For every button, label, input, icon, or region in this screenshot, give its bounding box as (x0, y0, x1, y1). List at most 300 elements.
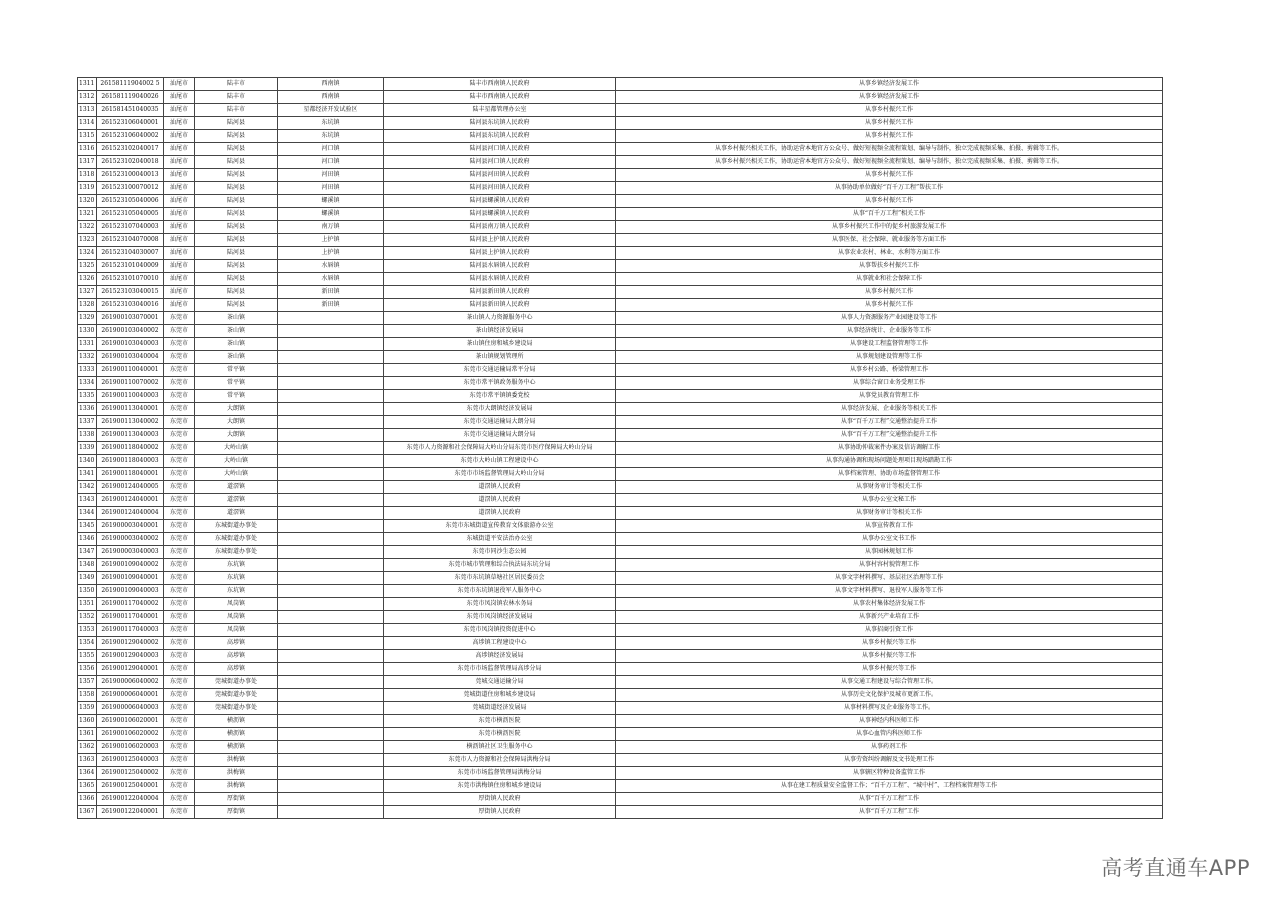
row-number-cell: 1341 (78, 468, 97, 481)
employer-cell: 高埗镇经济发展局 (384, 650, 616, 663)
county-cell: 陆河县 (195, 143, 278, 156)
table-row (78, 260, 1163, 273)
job-description-cell: 从事药剂工作 (616, 741, 1163, 754)
employer-cell: 莞城街道住房和城乡建设局 (384, 689, 616, 702)
job-description-cell: 从事农业农村、林业、水利等方面工作 (616, 247, 1163, 260)
table-row (78, 416, 1163, 429)
row-number-cell: 1358 (78, 689, 97, 702)
position-code-cell: 261900125040003 (97, 754, 164, 767)
job-description-cell: 从事乡村振兴工作 (616, 117, 1163, 130)
position-code-cell: 261523104030007 (97, 247, 164, 260)
row-number-cell: 1332 (78, 351, 97, 364)
employer-cell: 陆丰市西南镇人民政府 (384, 91, 616, 104)
county-cell: 高埗镇 (195, 663, 278, 676)
position-code-cell: 261523106040001 (97, 117, 164, 130)
city-cell: 汕尾市 (164, 156, 195, 169)
row-number-cell: 1330 (78, 325, 97, 338)
row-number-cell: 1312 (78, 91, 97, 104)
city-cell: 东莞市 (164, 793, 195, 806)
city-cell: 东莞市 (164, 663, 195, 676)
job-description-cell: 从事财务审计等相关工作 (616, 507, 1163, 520)
employer-cell: 陆河县水唇镇人民政府 (384, 273, 616, 286)
city-cell: 东莞市 (164, 377, 195, 390)
employer-cell: 横沥镇社区卫生服务中心 (384, 741, 616, 754)
job-description-cell: 从事材料撰写及企业服务等工作。 (616, 702, 1163, 715)
row-number-cell: 1366 (78, 793, 97, 806)
city-cell: 东莞市 (164, 650, 195, 663)
row-number-cell: 1313 (78, 104, 97, 117)
table-row (78, 208, 1163, 221)
town-cell (278, 637, 384, 650)
position-code-cell: 261900124040005 (97, 481, 164, 494)
row-number-cell: 1320 (78, 195, 97, 208)
county-cell: 陆河县 (195, 195, 278, 208)
position-code-cell: 261900103040002 (97, 325, 164, 338)
position-code-cell: 261523101070010 (97, 273, 164, 286)
job-description-cell: 从事就业和社会保障工作 (616, 273, 1163, 286)
county-cell: 陆丰市 (195, 104, 278, 117)
town-cell (278, 715, 384, 728)
county-cell: 高埗镇 (195, 650, 278, 663)
town-cell: 西南镇 (278, 91, 384, 104)
town-cell: 东坑镇 (278, 117, 384, 130)
employer-cell: 陆河县东坑镇人民政府 (384, 130, 616, 143)
county-cell: 陆河县 (195, 130, 278, 143)
city-cell: 东莞市 (164, 715, 195, 728)
job-description-cell: 从事“百千万工程”工作 (616, 806, 1163, 819)
table-row (78, 130, 1163, 143)
job-description-cell: 从事办公室文书工作 (616, 533, 1163, 546)
county-cell: 东城街道办事处 (195, 546, 278, 559)
position-code-cell: 261900117040001 (97, 611, 164, 624)
table-row (78, 507, 1163, 520)
position-code-cell: 261523100040013 (97, 169, 164, 182)
table-row (78, 468, 1163, 481)
town-cell (278, 585, 384, 598)
employer-cell: 茶山镇人力资源服务中心 (384, 312, 616, 325)
town-cell: 上护镇 (278, 234, 384, 247)
position-code-cell: 26158111904002 5 (97, 78, 164, 91)
employer-cell: 东莞市凤岗镇投资促进中心 (384, 624, 616, 637)
city-cell: 东莞市 (164, 637, 195, 650)
job-description-cell: 从事“百千万工程”交通整治提升工作 (616, 416, 1163, 429)
county-cell: 横沥镇 (195, 741, 278, 754)
job-description-cell: 从事“百千万工程”工作 (616, 793, 1163, 806)
table-row (78, 559, 1163, 572)
town-cell (278, 806, 384, 819)
table-row (78, 221, 1163, 234)
county-cell: 凤岗镇 (195, 598, 278, 611)
employer-cell: 陆河县螺溪镇人民政府 (384, 208, 616, 221)
employer-cell: 东莞市市场监督管理局洪梅分局 (384, 767, 616, 780)
county-cell: 东坑镇 (195, 559, 278, 572)
employer-cell: 陆丰星都管理办公室 (384, 104, 616, 117)
row-number-cell: 1322 (78, 221, 97, 234)
table-row (78, 728, 1163, 741)
county-cell: 横沥镇 (195, 728, 278, 741)
city-cell: 汕尾市 (164, 273, 195, 286)
row-number-cell: 1354 (78, 637, 97, 650)
county-cell: 茶山镇 (195, 338, 278, 351)
row-number-cell: 1365 (78, 780, 97, 793)
town-cell: 螺溪镇 (278, 195, 384, 208)
row-number-cell: 1329 (78, 312, 97, 325)
job-description-cell: 从事乡村振兴工作 (616, 286, 1163, 299)
town-cell (278, 325, 384, 338)
town-cell (278, 416, 384, 429)
county-cell: 大朗镇 (195, 429, 278, 442)
row-number-cell: 1353 (78, 624, 97, 637)
position-code-cell: 261523105040005 (97, 208, 164, 221)
position-code-cell: 261900103040003 (97, 338, 164, 351)
table-row (78, 715, 1163, 728)
table-row (78, 234, 1163, 247)
town-cell (278, 533, 384, 546)
position-code-cell: 261581119040026 (97, 91, 164, 104)
city-cell: 东莞市 (164, 806, 195, 819)
table-row (78, 676, 1163, 689)
table-row (78, 585, 1163, 598)
city-cell: 东莞市 (164, 351, 195, 364)
job-description-cell: 从事乡村振兴等工作 (616, 663, 1163, 676)
position-code-cell: 261900110040001 (97, 364, 164, 377)
position-code-cell: 261900003040002 (97, 533, 164, 546)
position-code-cell: 261900103070001 (97, 312, 164, 325)
table-row (78, 91, 1163, 104)
city-cell: 汕尾市 (164, 260, 195, 273)
table-row (78, 650, 1163, 663)
city-cell: 汕尾市 (164, 208, 195, 221)
job-description-cell: 从事乡村振兴工作 (616, 104, 1163, 117)
position-code-cell: 261900003040003 (97, 546, 164, 559)
county-cell: 陆丰市 (195, 78, 278, 91)
position-code-cell: 261900124040001 (97, 494, 164, 507)
position-code-cell: 261900122040001 (97, 806, 164, 819)
position-code-cell: 261900106020002 (97, 728, 164, 741)
job-description-cell: 从事在建工程质量安全监督工作；“百千万工程”、“城中村”、工程档案管理等工作 (616, 780, 1163, 793)
town-cell (278, 364, 384, 377)
position-code-cell: 261900103040004 (97, 351, 164, 364)
row-number-cell: 1362 (78, 741, 97, 754)
city-cell: 汕尾市 (164, 104, 195, 117)
county-cell: 道滘镇 (195, 481, 278, 494)
city-cell: 东莞市 (164, 403, 195, 416)
position-code-cell: 261900118040002 (97, 442, 164, 455)
table-row (78, 455, 1163, 468)
position-code-cell: 261900006040003 (97, 702, 164, 715)
town-cell: 新田镇 (278, 286, 384, 299)
table-body (78, 78, 1163, 819)
row-number-cell: 1346 (78, 533, 97, 546)
position-code-cell: 261900129040003 (97, 650, 164, 663)
position-code-cell: 261900110040003 (97, 390, 164, 403)
row-number-cell: 1348 (78, 559, 97, 572)
job-description-cell: 从事综合窗口业务受理工作 (616, 377, 1163, 390)
position-code-cell: 261523105040006 (97, 195, 164, 208)
job-description-cell: 从事“百千万工程”交通整治提升工作 (616, 429, 1163, 442)
row-number-cell: 1327 (78, 286, 97, 299)
employer-cell: 茶山镇规划管理所 (384, 351, 616, 364)
city-cell: 东莞市 (164, 312, 195, 325)
row-number-cell: 1367 (78, 806, 97, 819)
employer-cell: 东莞市人力资源和社会保障局大岭山分局东莞市医疗保障局大岭山分局 (384, 442, 616, 455)
job-description-cell: 从事宣传教育工作 (616, 520, 1163, 533)
position-code-cell: 261900117040002 (97, 598, 164, 611)
row-number-cell: 1315 (78, 130, 97, 143)
job-description-cell: 从事乡镇经济发展工作 (616, 91, 1163, 104)
county-cell: 东城街道办事处 (195, 533, 278, 546)
job-description-cell: 从事交通工程建设与综合管理工作。 (616, 676, 1163, 689)
county-cell: 陆河县 (195, 286, 278, 299)
job-description-cell: 从事乡镇经济发展工作 (616, 78, 1163, 91)
town-cell (278, 429, 384, 442)
town-cell (278, 403, 384, 416)
table-row (78, 338, 1163, 351)
county-cell: 洪梅镇 (195, 767, 278, 780)
county-cell: 莞城街道办事处 (195, 689, 278, 702)
city-cell: 东莞市 (164, 546, 195, 559)
county-cell: 东坑镇 (195, 585, 278, 598)
table-row (78, 780, 1163, 793)
town-cell: 河田镇 (278, 169, 384, 182)
employer-cell: 陆河县新田镇人民政府 (384, 299, 616, 312)
employer-cell: 高埗镇工程建设中心 (384, 637, 616, 650)
employer-cell: 东莞市东坑镇草塘社区居民委员会 (384, 572, 616, 585)
city-cell: 汕尾市 (164, 221, 195, 234)
town-cell: 南万镇 (278, 221, 384, 234)
town-cell: 东坑镇 (278, 130, 384, 143)
employer-cell: 陆河县河口镇人民政府 (384, 156, 616, 169)
job-description-cell: 从事财务审计等相关工作 (616, 481, 1163, 494)
employer-cell: 东莞市东坑镇退役军人服务中心 (384, 585, 616, 598)
position-code-cell: 261900006040001 (97, 689, 164, 702)
job-description-cell: 从事帮扶乡村振兴工作 (616, 260, 1163, 273)
position-code-cell: 261900106020001 (97, 715, 164, 728)
job-description-cell: 从事农村集体经济发展工作 (616, 598, 1163, 611)
job-description-cell: 从事心血管内科医师工作 (616, 728, 1163, 741)
position-code-cell: 261523104070008 (97, 234, 164, 247)
job-description-cell: 从事人力资源服务产业园建设等工作 (616, 312, 1163, 325)
county-cell: 陆河县 (195, 247, 278, 260)
county-cell: 陆河县 (195, 117, 278, 130)
table-row (78, 741, 1163, 754)
table-row (78, 104, 1163, 117)
city-cell: 汕尾市 (164, 169, 195, 182)
row-number-cell: 1334 (78, 377, 97, 390)
job-description-cell: 从事建设工程监督管理等工作 (616, 338, 1163, 351)
city-cell: 东莞市 (164, 741, 195, 754)
city-cell: 东莞市 (164, 533, 195, 546)
job-description-cell: 从事乡村振兴等工作 (616, 637, 1163, 650)
county-cell: 东城街道办事处 (195, 520, 278, 533)
job-description-cell: 从事协助仲裁案件办案及信访调解工作 (616, 442, 1163, 455)
row-number-cell: 1364 (78, 767, 97, 780)
city-cell: 东莞市 (164, 507, 195, 520)
row-number-cell: 1338 (78, 429, 97, 442)
city-cell: 东莞市 (164, 520, 195, 533)
job-description-cell: 从事医保、社会保障、就业服务等方面工作 (616, 234, 1163, 247)
table-row (78, 377, 1163, 390)
table-row (78, 598, 1163, 611)
county-cell: 凤岗镇 (195, 624, 278, 637)
town-cell (278, 390, 384, 403)
table-row (78, 546, 1163, 559)
county-cell: 陆河县 (195, 260, 278, 273)
employer-cell: 陆河县新田镇人民政府 (384, 286, 616, 299)
table-row (78, 78, 1163, 91)
town-cell: 河田镇 (278, 182, 384, 195)
city-cell: 东莞市 (164, 455, 195, 468)
job-description-cell: 从事乡村公路、桥梁管理工作 (616, 364, 1163, 377)
table-row (78, 442, 1163, 455)
county-cell: 茶山镇 (195, 325, 278, 338)
position-code-cell: 261900124040004 (97, 507, 164, 520)
position-code-cell: 261900122040004 (97, 793, 164, 806)
position-code-cell: 261900129040002 (97, 637, 164, 650)
employer-cell: 陆河县河田镇人民政府 (384, 169, 616, 182)
table-row (78, 286, 1163, 299)
town-cell: 水唇镇 (278, 260, 384, 273)
table-row (78, 169, 1163, 182)
county-cell: 陆河县 (195, 221, 278, 234)
town-cell (278, 507, 384, 520)
city-cell: 汕尾市 (164, 299, 195, 312)
table-row (78, 403, 1163, 416)
employer-cell: 东莞市同沙生态公园 (384, 546, 616, 559)
table-row (78, 611, 1163, 624)
county-cell: 常平镇 (195, 390, 278, 403)
city-cell: 汕尾市 (164, 78, 195, 91)
county-cell: 常平镇 (195, 364, 278, 377)
town-cell: 河口镇 (278, 143, 384, 156)
city-cell: 东莞市 (164, 325, 195, 338)
city-cell: 东莞市 (164, 585, 195, 598)
employer-cell: 东莞市交通运输局大朗分局 (384, 416, 616, 429)
town-cell (278, 559, 384, 572)
employer-cell: 茶山镇住房和城乡建设局 (384, 338, 616, 351)
position-code-cell: 261900125040001 (97, 780, 164, 793)
row-number-cell: 1345 (78, 520, 97, 533)
position-code-cell: 261523102040017 (97, 143, 164, 156)
row-number-cell: 1336 (78, 403, 97, 416)
position-code-cell: 261523102040018 (97, 156, 164, 169)
town-cell (278, 741, 384, 754)
job-description-cell: 从事经济发展、企业服务等相关工作 (616, 403, 1163, 416)
town-cell (278, 338, 384, 351)
row-number-cell: 1340 (78, 455, 97, 468)
county-cell: 高埗镇 (195, 637, 278, 650)
employer-cell: 东莞市东城街道宣传教育文体旅游办公室 (384, 520, 616, 533)
row-number-cell: 1349 (78, 572, 97, 585)
employer-cell: 道滘镇人民政府 (384, 507, 616, 520)
employer-cell: 东莞市凤岗镇经济发展局 (384, 611, 616, 624)
position-code-cell: 261523101040009 (97, 260, 164, 273)
town-cell: 西南镇 (278, 78, 384, 91)
table-row (78, 806, 1163, 819)
employer-cell: 莞城交通运输分局 (384, 676, 616, 689)
row-number-cell: 1339 (78, 442, 97, 455)
county-cell: 陆河县 (195, 234, 278, 247)
job-description-cell: 从事辖区特种设备监管工作 (616, 767, 1163, 780)
row-number-cell: 1328 (78, 299, 97, 312)
city-cell: 汕尾市 (164, 286, 195, 299)
county-cell: 大朗镇 (195, 416, 278, 429)
county-cell: 大岭山镇 (195, 468, 278, 481)
city-cell: 汕尾市 (164, 195, 195, 208)
employer-cell: 东莞市大岭山镇工程建设中心 (384, 455, 616, 468)
job-description-cell: 从事园林规划工作 (616, 546, 1163, 559)
row-number-cell: 1350 (78, 585, 97, 598)
county-cell: 陆河县 (195, 156, 278, 169)
employer-cell: 东莞市市场监督管理局大岭山分局 (384, 468, 616, 481)
county-cell: 大岭山镇 (195, 455, 278, 468)
row-number-cell: 1343 (78, 494, 97, 507)
town-cell (278, 611, 384, 624)
employer-cell: 东莞市横沥医院 (384, 715, 616, 728)
position-code-cell: 261900113040001 (97, 403, 164, 416)
county-cell: 常平镇 (195, 377, 278, 390)
county-cell: 莞城街道办事处 (195, 702, 278, 715)
employer-cell: 陆丰市西南镇人民政府 (384, 78, 616, 91)
city-cell: 东莞市 (164, 780, 195, 793)
city-cell: 东莞市 (164, 676, 195, 689)
position-code-cell: 261900125040002 (97, 767, 164, 780)
table-row (78, 156, 1163, 169)
row-number-cell: 1326 (78, 273, 97, 286)
job-description-cell: 从事办公室文秘工作 (616, 494, 1163, 507)
table-row (78, 195, 1163, 208)
table-row (78, 325, 1163, 338)
table-row (78, 117, 1163, 130)
employer-cell: 东莞市市场监督管理局高埗分局 (384, 663, 616, 676)
job-description-cell: 从事乡村振兴工作 (616, 299, 1163, 312)
position-code-cell: 261523103040016 (97, 299, 164, 312)
city-cell: 东莞市 (164, 364, 195, 377)
job-description-cell: 从事沟通协调和现场问题处理项目现场踏勘工作 (616, 455, 1163, 468)
table-row (78, 663, 1163, 676)
job-description-cell: 从事协助单位做好“百千万工程”帮扶工作 (616, 182, 1163, 195)
position-code-cell: 261900109040003 (97, 585, 164, 598)
county-cell: 陆河县 (195, 299, 278, 312)
county-cell: 大岭山镇 (195, 442, 278, 455)
position-code-cell: 261900106020003 (97, 741, 164, 754)
town-cell: 星都经济开发试验区 (278, 104, 384, 117)
table-row (78, 481, 1163, 494)
job-description-cell: 从事历史文化保护及城市更新工作。 (616, 689, 1163, 702)
town-cell (278, 728, 384, 741)
city-cell: 东莞市 (164, 767, 195, 780)
row-number-cell: 1351 (78, 598, 97, 611)
town-cell (278, 624, 384, 637)
county-cell: 横沥镇 (195, 715, 278, 728)
row-number-cell: 1361 (78, 728, 97, 741)
row-number-cell: 1318 (78, 169, 97, 182)
city-cell: 汕尾市 (164, 247, 195, 260)
county-cell: 厚街镇 (195, 806, 278, 819)
county-cell: 茶山镇 (195, 312, 278, 325)
position-code-cell: 261900109040001 (97, 572, 164, 585)
employer-cell: 陆河县上护镇人民政府 (384, 247, 616, 260)
job-description-cell: 从事乡村振兴工作 (616, 130, 1163, 143)
employer-cell: 东莞市常平镇镇委党校 (384, 390, 616, 403)
employer-cell: 陆河县河口镇人民政府 (384, 143, 616, 156)
position-code-cell: 261523103040015 (97, 286, 164, 299)
position-code-cell: 261900109040002 (97, 559, 164, 572)
table-row (78, 520, 1163, 533)
county-cell: 洪梅镇 (195, 754, 278, 767)
job-description-cell: 从事乡村振兴相关工作，协助运营本地官方公众号、做好短视频全流程策划、编导与制作，独立完成视频采集、拍摄、剪辑等工作。 (616, 156, 1163, 169)
city-cell: 东莞市 (164, 338, 195, 351)
